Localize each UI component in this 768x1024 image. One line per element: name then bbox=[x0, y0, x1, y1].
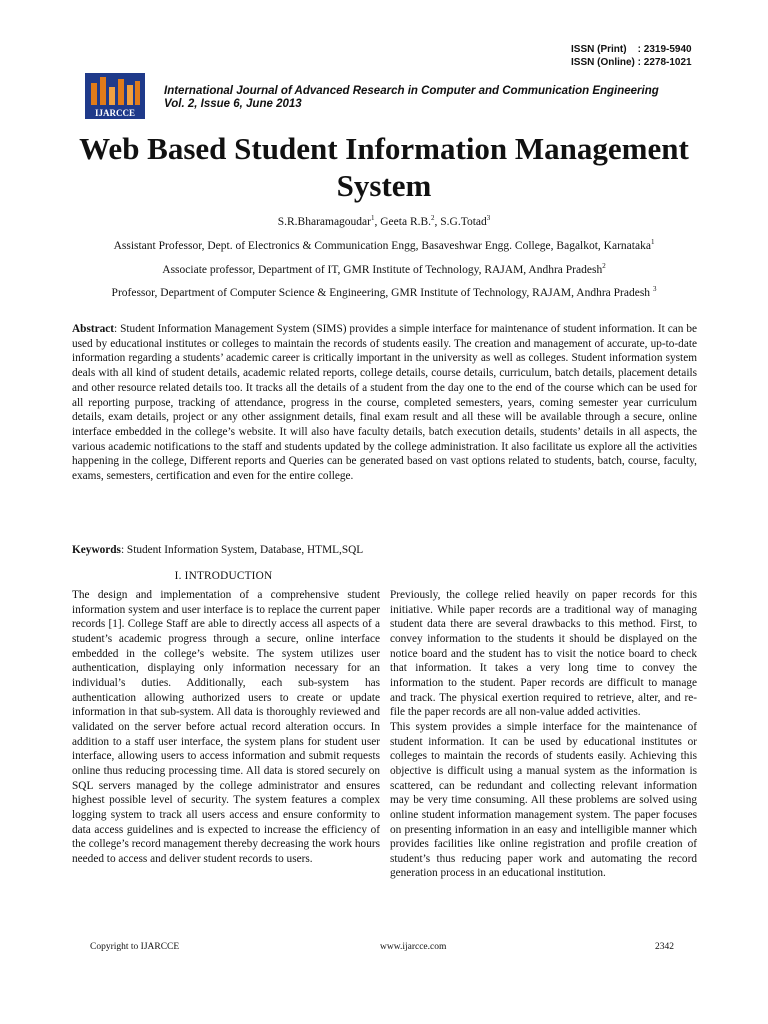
journal-issue: Vol. 2, Issue 6, June 2013 bbox=[164, 98, 302, 110]
right-column bbox=[390, 588, 697, 881]
author-3-sup: 3 bbox=[486, 214, 491, 223]
logo-text: IJARCCE bbox=[94, 108, 136, 118]
keywords-text: : Student Information System, Database, HTML,SQL bbox=[120, 544, 364, 556]
author-2-sup: 2 bbox=[431, 214, 435, 223]
right-column-paragraph-2: This system provides a simple interface for the maintenance of student information. It can be used by educational institutes or colleges to maintain the records of students easily. Achieving this objective is difficult using a manual system as the information is scattered, can be redundant and collecting relevant information may be very time consuming. All these problems are solved using online student information management system. The paper focuses on presenting information in an easy and intelligible manner which provides facilities like online registration and profile creation of student’s thus reducing paper work and automating the record generation process in an educational institution. bbox=[390, 720, 697, 880]
left-column-text: The design and implementation of a comprehensive student information system and user interface is to replace the current paper records [1]. College Staff are able to directly access all aspects of a student’s academic progress through a secure, online interface embedded in the college’s website. The system utilizes user authentication, displaying only information necessary for an individual’s duties. Additionally, each sub-system has authentication allowing authorized users to create or update information in that sub-system. All data is thoroughly reviewed and validated on the server before actual record alteration occurs. In addition to a staff user interface, the system plans for student user interface, allowing users to access information and submit requests online thus reducing processing time. All data is stored securely on SQL servers managed by the college administrator and ensures highest possible level of security. The system features a complex logging system to track all users access and ensure conformity to data access guidelines and is expected to increase the efficiency of the college’s record management thereby decreasing the work hours needed to access and deliver student records to users. bbox=[72, 589, 380, 865]
affiliation-1-sup: 1 bbox=[650, 238, 655, 247]
section-heading-introduction: I. INTRODUCTION bbox=[174, 570, 273, 582]
journal-header bbox=[164, 85, 659, 111]
author-1: S.R.Bharamagoudar bbox=[277, 216, 371, 228]
affiliation-3-sup: 3 bbox=[652, 285, 657, 294]
affiliation-1 bbox=[0, 240, 768, 252]
authors-line bbox=[0, 216, 768, 228]
issn-print: ISSN (Print) : 2319-5940 bbox=[571, 44, 692, 55]
keywords-label: Keywords bbox=[72, 544, 121, 556]
affiliation-2-sup: 2 bbox=[602, 262, 606, 271]
affiliation-3-text: Professor, Department of Computer Science & Engineering, GMR Institute of Technology, RAJAM, Andhra Pradesh bbox=[111, 287, 653, 299]
title-line-1: Web Based Student Information Management bbox=[79, 131, 689, 166]
affiliation-2-text: Associate professor, Department of IT, GMR Institute of Technology, RAJAM, Andhra Pradesh bbox=[162, 264, 603, 276]
author-3: , S.G.Totad bbox=[434, 216, 487, 228]
affiliation-1-text: Assistant Professor, Dept. of Electronics & Communication Engg, Basaveshwar Engg. College, Bagalkot, Karnataka bbox=[113, 240, 651, 252]
keywords bbox=[72, 544, 363, 556]
issn-online: ISSN (Online) : 2278-1021 bbox=[571, 56, 692, 68]
author-1-sup: 1 bbox=[371, 214, 375, 223]
journal-name: International Journal of Advanced Research in Computer and Communication Engineering bbox=[164, 85, 659, 97]
author-2: , Geeta R.B. bbox=[374, 216, 432, 228]
footer-page-number: 2342 bbox=[655, 942, 674, 952]
journal-logo bbox=[85, 73, 145, 119]
footer-website: www.ijarcce.com bbox=[380, 942, 447, 952]
abstract-label: Abstract bbox=[72, 323, 115, 335]
right-column-paragraph-1: Previously, the college relied heavily on paper records for this initiative. While paper records are a traditional way of managing student data there are several drawbacks to this method. First, to convey information to the students it should be displayed on the notice board and the student has to visit the notice board to check that information. It takes a very long time to convey the information to the student. Paper records are difficult to manage and track. The physical exertion required to retrieve, alter, and re-file the paper records are all non-value added activities. bbox=[390, 589, 697, 719]
paper-title bbox=[0, 130, 768, 204]
issn-block bbox=[571, 44, 692, 69]
affiliation-3 bbox=[0, 287, 768, 299]
title-line-2: System bbox=[336, 168, 432, 203]
abstract-text: : Student Information Management System (SIMS) provides a simple interface for maintenance of student information. It can be used by educational institutes or colleges to maintain the records of students easily. The creation and management of accurate, up-to-date information regarding a students’ academic career is critically important in the university as well as colleges. Student information system deals with all kind of student details, academic related reports, college details, course details, curriculum, batch details, placement details and other resource related details too. It tracks all the details of a student from the day one to the end of the course which can be used for all reporting purpose, tracking of attendance, progress in the course, completed semesters, years, coming semester year curriculum details, exam details, project or any other assignment details, final exam result and all these will be available through a secure, online interface embedded in the college’s website. It will also have faculty details, batch execution details, students’ details in all aspects, the various academic notifications to the staff and students updated by the college administration. It also facilitate us explore all the activities happening in the college, Different reports and Queries can be generated based on vast options related to students, batch, course, faculty, exams, semesters, certification and even for the entire college. bbox=[72, 323, 697, 483]
left-column bbox=[72, 588, 380, 866]
affiliation-2 bbox=[0, 264, 768, 276]
abstract bbox=[72, 322, 697, 484]
footer-copyright: Copyright to IJARCCE bbox=[90, 942, 180, 952]
